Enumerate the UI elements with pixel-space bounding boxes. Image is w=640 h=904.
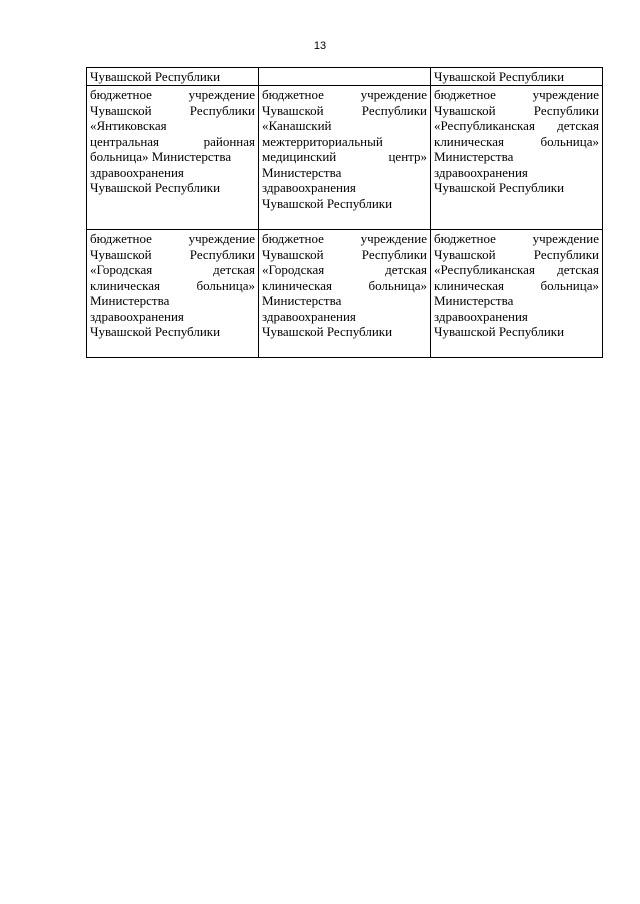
- cell-text-line: Чувашской Республики: [434, 246, 599, 262]
- cell-text-line: клиническая больница»: [434, 277, 599, 293]
- cell-text-line: Министерства: [262, 293, 342, 308]
- cell-text-line: здравоохранения: [90, 164, 184, 180]
- cell-text-line: Чувашской Республики: [262, 195, 393, 211]
- table-cell: [87, 86, 259, 230]
- cell-text-line: «Городская детская: [262, 262, 427, 277]
- table-cell: [431, 230, 603, 358]
- cell-text-line: клиническая больница»: [434, 133, 599, 149]
- table-row: [87, 230, 603, 358]
- cell-text-line: бюджетное учреждение: [262, 231, 427, 246]
- cell-text-line: бюджетное учреждение: [434, 87, 599, 102]
- cell-text-line: межтерриториальный: [262, 133, 383, 149]
- cell-text-line: Чувашской Республики: [90, 324, 221, 339]
- cell-text-line: бюджетное учреждение: [262, 87, 427, 102]
- table-row: [87, 68, 603, 86]
- table-row: [87, 86, 603, 230]
- cell-text-line: клиническая больница»: [90, 277, 255, 293]
- table-cell: [87, 230, 259, 358]
- table-cell: [431, 86, 603, 230]
- table-cell: [259, 86, 431, 230]
- cell-text-line: Чувашской Республики: [434, 180, 565, 195]
- page-number: 13: [313, 40, 327, 52]
- cell-text-line: «Республиканская детская: [434, 262, 599, 277]
- cell-text-line: центральная районная: [90, 133, 255, 149]
- cell-text-line: Министерства: [262, 164, 342, 180]
- table-cell: Чувашской Республики: [87, 68, 259, 86]
- cell-text-line: Чувашской Республики: [262, 324, 393, 339]
- cell-text-line: Чувашской Республики: [434, 324, 565, 339]
- cell-text-line: здравоохранения: [90, 308, 184, 324]
- cell-text-line: «Канашский: [262, 118, 332, 133]
- cell-text-line: больница» Министерства: [90, 149, 232, 164]
- table-cell: Чувашской Республики: [431, 68, 603, 86]
- cell-text-line: здравоохранения: [262, 308, 356, 324]
- cell-text-line: Министерства: [90, 293, 170, 308]
- cell-text-line: «Янтиковская: [90, 118, 167, 133]
- cell-text-line: «Республиканская детская: [434, 118, 599, 133]
- cell-text-line: бюджетное учреждение: [90, 87, 255, 102]
- cell-text-line: Министерства: [434, 149, 514, 164]
- cell-text-line: Чувашской Республики: [90, 246, 255, 262]
- cell-text-line: медицинский центр»: [262, 149, 427, 164]
- institutions-table: [86, 67, 603, 358]
- cell-text-line: здравоохранения: [434, 164, 528, 180]
- cell-text-line: Министерства: [434, 293, 514, 308]
- table-cell: [259, 230, 431, 358]
- cell-text-line: Чувашской Республики: [90, 180, 221, 195]
- cell-text-line: Чувашской Республики: [262, 246, 427, 262]
- cell-text-line: «Городская детская: [90, 262, 255, 277]
- cell-text-line: бюджетное учреждение: [434, 231, 599, 246]
- table-cell: [259, 68, 431, 86]
- cell-text-line: Чувашской Республики: [262, 102, 427, 118]
- cell-text-line: Чувашской Республики: [434, 102, 599, 118]
- cell-text-line: здравоохранения: [262, 180, 356, 195]
- cell-text-line: Чувашской Республики: [90, 102, 255, 118]
- cell-text-line: клиническая больница»: [262, 277, 427, 293]
- cell-text-line: бюджетное учреждение: [90, 231, 255, 246]
- cell-text-line: здравоохранения: [434, 308, 528, 324]
